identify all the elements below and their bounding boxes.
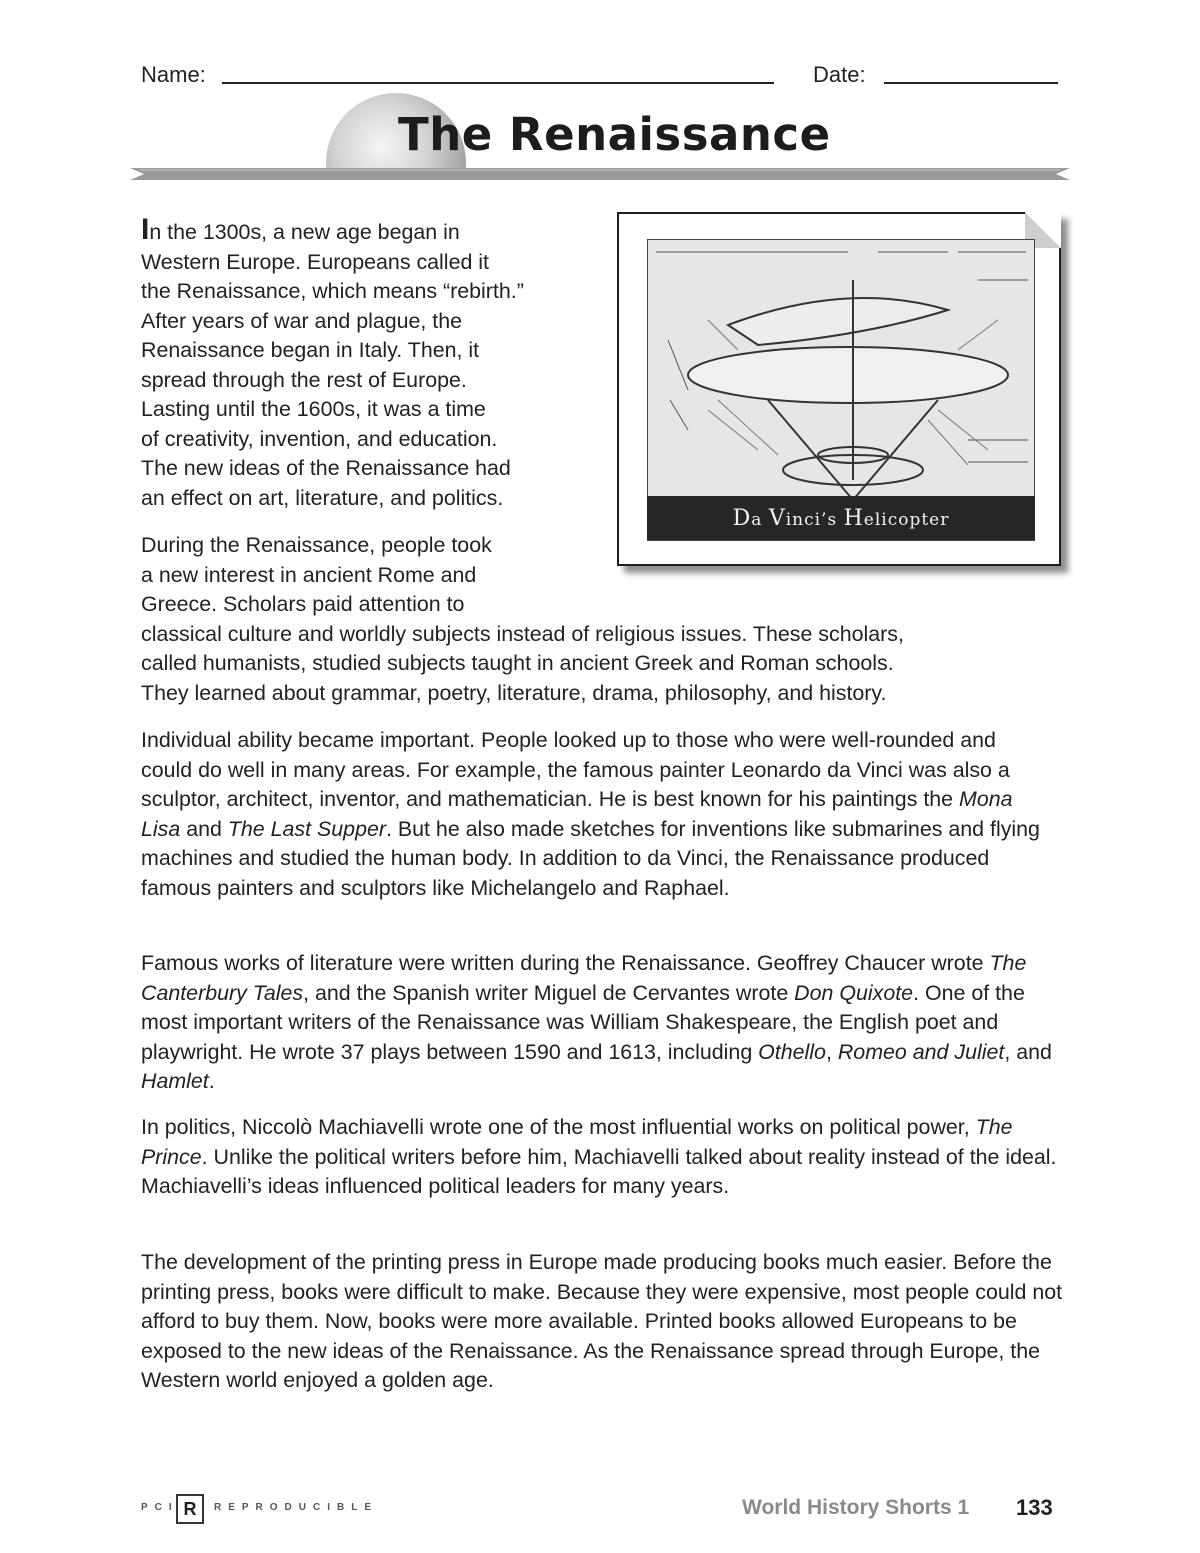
helicopter-sketch-drawing (648, 240, 1034, 540)
footer-book-title: World History Shorts 1 (742, 1496, 970, 1519)
figure-da-vinci-helicopter (617, 212, 1061, 566)
footer-publisher: PCI (141, 1502, 179, 1513)
reproducible-mark-icon: R (176, 1494, 204, 1524)
page-title: The Renaissance (398, 108, 831, 161)
figure-caption: Da Vinci’s Helicopter (732, 506, 950, 531)
paragraph-literature: Famous works of literature were written during the Renaissance. Geoffrey Chaucer wrote The Canterbury Tales, and the Spanish writer Miguel de Cervantes wrote Don Quixote. One of the most important writers of the Renaissance was William Shakespeare, the English poet and playwright. He wrote 37 plays between 1590 and 1613, including Othello, Romeo and Juliet, and Hamlet. (141, 951, 1052, 1093)
name-label: Name: (141, 62, 206, 87)
paragraph-humanists: During the Renaissance, people took a new interest in ancient Rome and Greece. Scholars paid attention to classical culture and worldly subjects instead of religious issues. These scholars, called humanists, studied subjects taught in ancient Greek and Roman schools. They learned about grammar, poetry, literature, drama, philosophy, and history. (141, 533, 904, 705)
footer-reproducible: REPRODUCIBLE (214, 1502, 379, 1513)
date-label: Date: (813, 62, 866, 87)
page-number: 133 (1016, 1495, 1053, 1520)
paragraph-individual-ability: Individual ability became important. People looked up to those who were well-rounded and could do well in many areas. For example, the famous painter Leonardo da Vinci was also a sculptor, architect, inventor, and mathematician. He is best known for his paintings the Mona Lisa and The Last Supper. But he also made sketches for inventions like submarines and flying machines and studied the human body. In addition to da Vinci, the Renaissance produced famous painters and sculptors like Michelangelo and Raphael. (141, 728, 1040, 900)
drop-cap: I (141, 213, 150, 246)
name-field[interactable] (222, 82, 774, 84)
title-divider (130, 166, 1070, 182)
paragraph-politics: In politics, Niccolò Machiavelli wrote one of the most influential works on political power, The Prince. Unlike the political writers before him, Machiavelli talked about reality instead of the ideal. Machiavelli’s ideas influenced political leaders for many years. (141, 1115, 1057, 1198)
date-field[interactable] (884, 82, 1058, 84)
paragraph-printing-press: The development of the printing press in Europe made producing books much easier. Before the printing press, books were difficult to make. Because they were expensive, most people could not afford to buy them. Now, books were more available. Printed books allowed Europeans to be exposed to the new ideas of the Renaissance. As the Renaissance spread through Europe, the Western world enjoyed a golden age. (141, 1250, 1063, 1392)
paragraph-intro: In the 1300s, a new age began in Western Europe. Europeans called it the Renaissance, which means “rebirth.” After years of war and plague, the Renaissance began in Italy. Then, it spread through the rest of Europe. Lasting until the 1600s, it was a time of creativity, invention, and education. The new ideas of the Renaissance had an effect on art, literature, and politics. (141, 213, 524, 510)
